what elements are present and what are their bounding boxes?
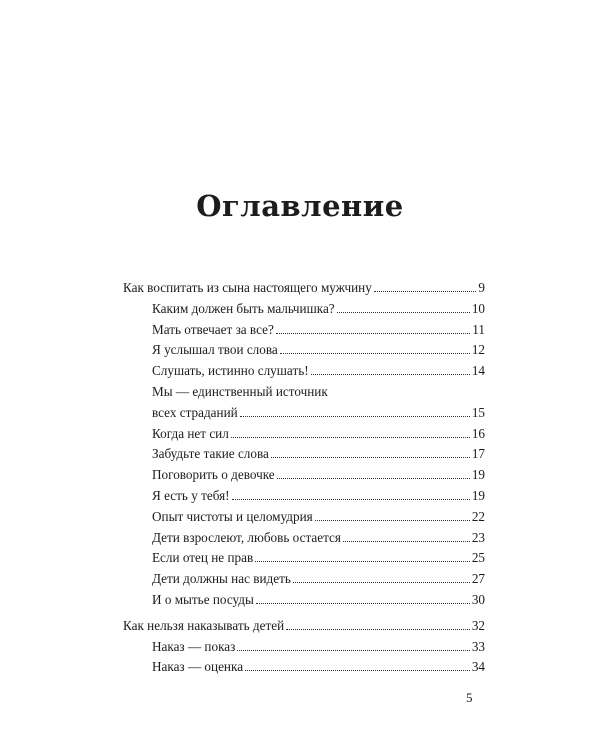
- toc-entry-title: Когда нет сил: [152, 425, 229, 441]
- dot-leader: [276, 333, 471, 334]
- dot-leader: [337, 312, 470, 313]
- toc-entry-page: 32: [471, 617, 485, 633]
- toc-entry[interactable]: [123, 320, 485, 341]
- dot-leader: [277, 478, 470, 479]
- dot-leader: [315, 520, 470, 521]
- toc-entry[interactable]: [123, 444, 485, 465]
- toc-entry-page: 9: [478, 280, 485, 295]
- toc-entry-title: Забудьте такие слова: [152, 446, 269, 462]
- toc-entry-title: Наказ — оценка: [152, 659, 244, 675]
- toc-entry-title: Как нельзя наказывать детей: [123, 617, 285, 633]
- toc-entry-title: Мы — единственный источник: [152, 383, 328, 399]
- table-of-contents: [123, 278, 485, 678]
- toc-entry-page: 30: [471, 591, 485, 607]
- toc-entry[interactable]: [123, 657, 485, 678]
- dot-leader: [240, 416, 470, 417]
- toc-entry[interactable]: [123, 486, 485, 507]
- toc-entry-page: 19: [471, 487, 485, 503]
- toc-entry-title: Наказ — показ: [152, 638, 236, 654]
- toc-entry[interactable]: [123, 340, 485, 361]
- toc-entry[interactable]: [123, 548, 485, 569]
- dot-leader: [280, 353, 470, 354]
- toc-entry[interactable]: [123, 507, 485, 528]
- toc-entry-page: 22: [471, 508, 485, 524]
- toc-entry-title: Мать отвечает за все?: [152, 321, 274, 337]
- dot-leader: [237, 650, 469, 651]
- toc-entry[interactable]: [123, 382, 485, 403]
- toc-entry-title: И о мытье посуды: [152, 591, 254, 607]
- toc-entry-page: 14: [471, 363, 485, 379]
- toc-entry-page: 19: [471, 467, 485, 483]
- toc-entry[interactable]: [123, 616, 485, 637]
- toc-entry-page: 33: [471, 638, 485, 654]
- dot-leader: [293, 582, 470, 583]
- toc-entry-title: Каким должен быть мальчишка?: [152, 300, 335, 316]
- toc-entry-title: всех страданий: [152, 404, 238, 420]
- toc-entry[interactable]: [123, 590, 485, 611]
- toc-entry[interactable]: [123, 299, 485, 320]
- toc-entry-page: 34: [471, 659, 485, 675]
- toc-entry[interactable]: [123, 361, 485, 382]
- toc-entry[interactable]: [123, 278, 485, 299]
- toc-entry-title: Дети взрослеют, любовь остается: [152, 529, 341, 545]
- toc-entry[interactable]: [123, 424, 485, 445]
- dot-leader: [245, 670, 470, 671]
- toc-entry-title: Я услышал твои слова: [152, 342, 278, 358]
- dot-leader: [232, 499, 470, 500]
- toc-entry-page: 10: [471, 300, 485, 316]
- toc-title: Оглавление: [196, 189, 404, 223]
- page-number: 5: [466, 690, 473, 705]
- toc-entry-page: 17: [471, 446, 485, 462]
- toc-entry-page: 16: [471, 425, 485, 441]
- toc-entry[interactable]: [123, 569, 485, 590]
- toc-entry-title: Слушать, истинно слушать!: [152, 363, 309, 379]
- dot-leader: [256, 603, 470, 604]
- toc-entry-title: Поговорить о девочке: [152, 467, 275, 483]
- dot-leader: [374, 291, 477, 292]
- dot-leader: [255, 561, 470, 562]
- toc-entry-page: 25: [471, 550, 485, 566]
- toc-entry-title: Опыт чистоты и целомудрия: [152, 508, 313, 524]
- dot-leader: [311, 374, 470, 375]
- toc-entry[interactable]: [123, 465, 485, 486]
- toc-entry-page: 11: [472, 321, 485, 337]
- toc-entry[interactable]: [123, 403, 485, 424]
- dot-leader: [286, 629, 470, 630]
- toc-entry-title: Дети должны нас видеть: [152, 571, 291, 587]
- toc-entry[interactable]: [123, 637, 485, 658]
- toc-entry-page: 27: [471, 571, 485, 587]
- toc-entry-page: 12: [471, 342, 485, 358]
- toc-entry-title: Я есть у тебя!: [152, 487, 230, 503]
- dot-leader: [343, 541, 470, 542]
- toc-entry-page: 15: [471, 404, 485, 420]
- toc-entry-page: 23: [471, 529, 485, 545]
- dot-leader: [231, 437, 470, 438]
- toc-entry-title: Если отец не прав: [152, 550, 254, 566]
- toc-entry[interactable]: [123, 528, 485, 549]
- toc-entry-title: Как воспитать из сына настоящего мужчину: [123, 280, 372, 295]
- dot-leader: [271, 457, 470, 458]
